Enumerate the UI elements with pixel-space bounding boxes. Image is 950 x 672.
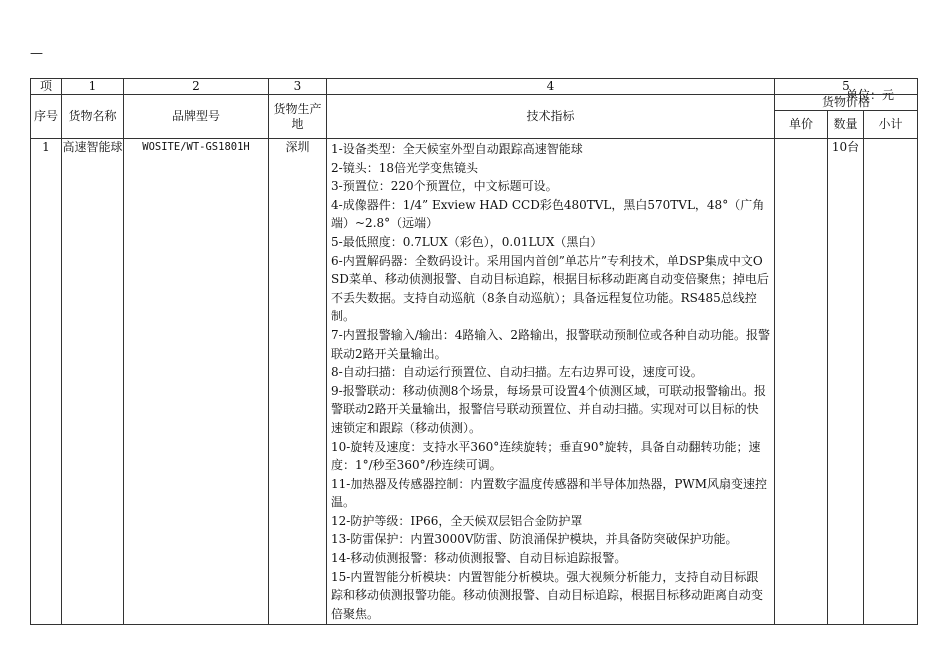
header-tech: 技术指标 <box>327 95 775 139</box>
row-subtotal <box>864 139 918 625</box>
header-unit-price: 单价 <box>775 111 828 139</box>
tech-line: 15-内置智能分析模块：内置智能分析模块。强大视频分析能力，支持自动目标跟踪和移动侦测报警功能。移动侦测报警、自动目标追踪，根据目标移动距离自动变倍聚焦。 <box>331 569 764 621</box>
tech-line: 13-防雷保护：内置3000V防雷、防浪涌保护模块，并具备防突破保护功能。 <box>331 532 738 547</box>
tech-line: 11-加热器及传感器控制：内置数字温度传感器和半导体加热器，PWM风扇变速控温。 <box>331 476 768 510</box>
header-subtotal: 小计 <box>864 111 918 139</box>
row-origin: 深圳 <box>269 139 327 625</box>
tech-line: 3-预置位：220个预置位，中文标题可设。 <box>331 179 558 194</box>
tech-line: 8-自动扫描：自动运行预置位、自动扫描。左右边界可设，速度可设。 <box>331 365 703 380</box>
col-num-4: 4 <box>327 79 775 95</box>
row-quantity: 10台 <box>828 139 864 625</box>
unit-label: 单位：元 <box>846 88 895 102</box>
header-origin: 货物生产地 <box>269 95 327 139</box>
tech-line: 6-内置解码器：全数码设计。采用国内首创”单芯片”专利技术，单DSP集成中文OSD菜单、移动侦测报警、自动目标追踪，根据目标移动距离自动变倍聚焦；掉电后不丢失数据。支持自动巡航（8条自动巡航）；具备远程复位功能。RS485总线控制。 <box>331 253 769 324</box>
col-num-1: 1 <box>62 79 124 95</box>
column-number-row <box>31 79 918 95</box>
tech-line: 12-防护等级：IP66，全天候双层铝合金防护罩 <box>331 513 583 528</box>
table-row <box>31 139 918 625</box>
tech-line: 2-镜头：18倍光学变焦镜头 <box>331 160 478 175</box>
header-quantity: 数量 <box>828 111 864 139</box>
tech-line: 10-旋转及速度：支持水平360°连续旋转；垂直90°旋转，具备自动翻转功能；速度：1°/秒至360°/秒连续可调。 <box>331 439 761 473</box>
tech-line: 1-设备类型：全天候室外型自动跟踪高速智能球 <box>331 142 583 156</box>
header-seq: 序号 <box>31 95 62 139</box>
col-num-2: 2 <box>124 79 269 95</box>
header-price-group: 货物价格 <box>775 95 918 111</box>
header-row-1 <box>31 95 918 111</box>
dash-mark: — <box>30 46 43 61</box>
row-goods-name: 高速智能球 <box>62 139 124 625</box>
col-num-item: 项 <box>31 79 62 95</box>
row-seq: 1 <box>31 139 62 625</box>
header-brand-model: 品牌型号 <box>124 95 269 139</box>
col-num-5: 5 <box>775 79 918 95</box>
row-unit-price <box>775 139 828 625</box>
col-num-3: 3 <box>269 79 327 95</box>
tech-line: 9-报警联动：移动侦测8个场景，每场景可设置4个侦测区域，可联动报警输出。报警联动2路开关量输出，报警信号联动预置位、并自动扫描。实现对可以目标的快速锁定和跟踪（移动侦测）。 <box>331 383 766 435</box>
goods-table <box>30 78 918 625</box>
header-goods-name: 货物名称 <box>62 95 124 139</box>
tech-line: 4-成像器件：1/4” Exview HAD CCD彩色480TVL，黑白570TVL，48°（广角端）~2.8°（远端） <box>331 197 765 231</box>
row-brand-model: WOSITE/WT-GS1801H <box>124 139 269 625</box>
row-tech-specs <box>327 139 775 625</box>
tech-line: 7-内置报警输入/输出：4路输入、2路输出，报警联动预制位或各种自动功能。报警联动2路开关量输出。 <box>331 327 771 361</box>
tech-line: 5-最低照度：0.7LUX（彩色），0.01LUX（黑白） <box>331 234 603 249</box>
tech-line: 14-移动侦测报警：移动侦测报警、自动目标追踪报警。 <box>331 551 627 566</box>
